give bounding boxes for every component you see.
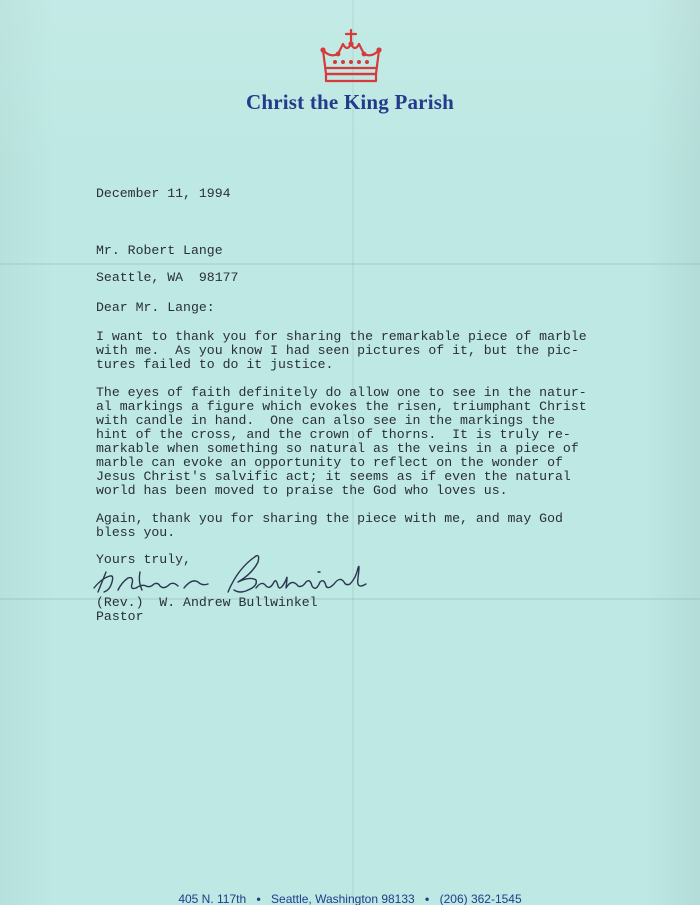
footer-separator: •	[425, 892, 430, 905]
paragraph-line: markable when something so natural as the veins in a piece of	[96, 441, 579, 456]
footer-street: 405 N. 117th	[178, 892, 247, 905]
salutation: Dear Mr. Lange:	[96, 300, 215, 315]
paragraph-line: with me. As you know I had seen pictures of it, but the pic-	[96, 343, 579, 358]
paragraph-line: hint of the cross, and the crown of thorns. It is truly re-	[96, 427, 571, 442]
letterhead-footer	[0, 892, 700, 905]
paragraph-line: I want to thank you for sharing the remarkable piece of marble	[96, 329, 587, 344]
footer-phone: (206) 362-1545	[439, 892, 522, 905]
paragraph-line: world has been moved to praise the God who loves us.	[96, 483, 508, 498]
paragraph-line: al markings a figure which evokes the risen, triumphant Christ	[96, 399, 587, 414]
parish-name: Christ the King Parish	[246, 90, 454, 114]
footer-separator: •	[256, 892, 261, 905]
signer-title: Pastor	[96, 609, 144, 624]
crown-with-cross-icon	[318, 28, 384, 86]
paragraph-line: Again, thank you for sharing the piece with me, and may God	[96, 511, 563, 526]
paragraph-line: Jesus Christ's salvific act; it seems as if even the natural	[96, 469, 571, 484]
footer-city: Seattle, Washington 98133	[271, 892, 415, 905]
recipient-name: Mr. Robert Lange	[96, 243, 223, 258]
paragraph-line: bless you.	[96, 525, 176, 540]
paragraph-2	[96, 386, 587, 498]
paragraph-line: marble can evoke an opportunity to reflect on the wonder of	[96, 455, 563, 470]
paragraph-1	[96, 330, 587, 372]
paragraph-3	[96, 512, 563, 540]
paper-fold	[0, 263, 700, 265]
paragraph-line: with candle in hand. One can also see in the markings the	[96, 413, 555, 428]
recipient-address: Seattle, WA 98177	[96, 270, 239, 285]
paragraph-line: tures failed to do it justice.	[96, 357, 334, 372]
paragraph-line: The eyes of faith definitely do allow one to see in the natur-	[96, 385, 587, 400]
signer-block	[96, 596, 318, 624]
closing: Yours truly,	[96, 552, 191, 567]
letter-date: December 11, 1994	[96, 186, 231, 201]
signer-name: (Rev.) W. Andrew Bullwinkel	[96, 595, 318, 610]
